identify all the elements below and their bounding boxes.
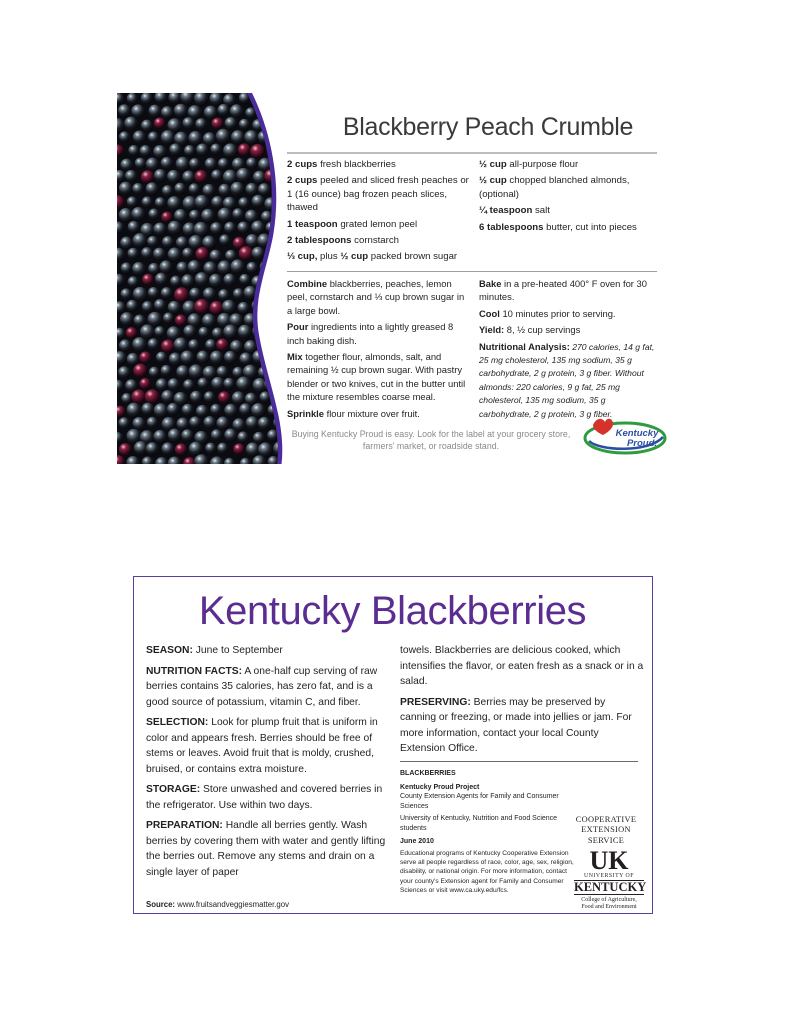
drupelet bbox=[121, 288, 132, 299]
drupelet bbox=[231, 130, 245, 144]
uk-kentucky: KENTUCKY bbox=[574, 880, 647, 894]
drupelet bbox=[194, 222, 209, 237]
drupelet bbox=[127, 93, 138, 104]
credits-agents: County Extension Agents for Family and Consumer Sciences bbox=[400, 793, 559, 810]
drupelet bbox=[121, 262, 132, 273]
source-line: Source: www.fruitsandveggiesmatter.gov bbox=[146, 900, 290, 909]
drupelet bbox=[210, 351, 224, 365]
drupelet bbox=[211, 196, 224, 209]
ingredients-left bbox=[287, 158, 472, 267]
drupelet bbox=[209, 274, 223, 288]
drupelet bbox=[230, 182, 244, 196]
drupelet bbox=[238, 325, 252, 339]
nutritional-analysis: Nutritional Analysis: 270 calories, 14 g fat, 25 mg cholesterol, 135 mg sodium, 35 g carbohydrate, 2 g protein, 3 g fiber. Without almonds: 220 calories, 9 g fat, 25 mg cholesterol, 135 mg sodium, 35 g carbohydrate, 2 g protein, 3 g fiber. bbox=[479, 340, 655, 419]
drupelet bbox=[174, 104, 188, 118]
drupelet bbox=[161, 130, 176, 145]
drupelet bbox=[168, 428, 182, 442]
info-preserving: PRESERVING: Berries may be preserved by canning or freezing, or made into jellies or jam. For more information, contact your local County Extension Office. bbox=[400, 696, 632, 754]
drupelet bbox=[225, 117, 238, 130]
ingredient-item: 2 tablespoons cornstarch bbox=[287, 235, 399, 247]
steps-left bbox=[287, 277, 469, 423]
drupelet bbox=[245, 183, 258, 196]
drupelet bbox=[195, 118, 207, 130]
drupelet bbox=[133, 364, 147, 378]
drupelet bbox=[246, 234, 260, 248]
drupelet bbox=[182, 404, 194, 416]
drupelet bbox=[195, 272, 209, 286]
drupelet bbox=[148, 105, 161, 118]
drupelet bbox=[239, 403, 251, 415]
drupelet bbox=[251, 220, 265, 234]
logo-text-proud: Proud. bbox=[626, 438, 658, 449]
drupelet bbox=[161, 339, 174, 352]
drupelet bbox=[167, 170, 180, 183]
step-item: Cool 10 minutes prior to serving. bbox=[479, 307, 616, 319]
info-nutrition-facts: NUTRITION FACTS: A one-half cup serving of raw berries contains 35 calories, has zero fat, and is a good source of potassium, vitamin C, and fiber. bbox=[146, 665, 378, 708]
drupelet bbox=[148, 208, 159, 219]
drupelet bbox=[218, 158, 229, 169]
drupelet bbox=[148, 132, 159, 143]
drupelet bbox=[210, 301, 224, 315]
drupelet bbox=[218, 289, 229, 300]
drupelet bbox=[223, 378, 235, 390]
drupelet bbox=[239, 352, 252, 365]
drupelet bbox=[205, 158, 217, 170]
drupelet bbox=[216, 417, 229, 430]
info-season: SEASON: June to September bbox=[146, 645, 283, 656]
drupelet bbox=[169, 143, 181, 155]
drupelet bbox=[141, 403, 154, 416]
credits-heading: BLACKBERRIES bbox=[400, 770, 456, 777]
drupelet bbox=[128, 276, 139, 287]
drupelet bbox=[189, 416, 201, 428]
ingredient-item: ¼ teaspoon salt bbox=[479, 205, 550, 217]
drupelet bbox=[204, 106, 218, 120]
drupelet bbox=[141, 170, 154, 183]
drupelet bbox=[168, 378, 180, 390]
logo-text-kentucky: Kentucky bbox=[615, 428, 659, 439]
drupelet bbox=[153, 222, 166, 235]
drupelet bbox=[168, 248, 182, 262]
drupelet bbox=[238, 143, 251, 156]
ces-line: EXTENSION bbox=[581, 825, 631, 835]
drupelet bbox=[154, 299, 166, 311]
drupelet bbox=[119, 131, 130, 142]
info-selection: SELECTION: Look for plump fruit that is uniform in color and appears fresh. Berries should be free of stems or leaves. Avoid fruit that is moldy, crushed, bruised, or contains extra moisture. bbox=[146, 717, 378, 775]
drupelet bbox=[237, 431, 248, 442]
drupelet bbox=[246, 442, 260, 456]
drupelet bbox=[161, 106, 174, 119]
drupelet bbox=[146, 157, 159, 170]
title-divider bbox=[287, 152, 657, 154]
drupelet bbox=[189, 288, 201, 300]
drupelet bbox=[148, 263, 160, 275]
step-item: Sprinkle flour mixture over fruit. bbox=[287, 407, 420, 419]
drupelet bbox=[258, 183, 271, 196]
drupelet bbox=[153, 248, 166, 261]
drupelet bbox=[126, 327, 137, 338]
drupelet bbox=[236, 376, 251, 391]
kentucky-proud-promo: Buying Kentucky Proud is easy. Look for the label at your grocery store, farmers' market, or roadside stand. bbox=[291, 429, 571, 452]
drupelet bbox=[147, 417, 158, 428]
drupelet bbox=[155, 197, 166, 208]
drupelet bbox=[188, 339, 200, 351]
info-preparation: PREPARATION: Handle all berries gently. Wash berries by covering them with water and gently lifting the berries out. Remove any stems and drain on a single layer of paper bbox=[146, 820, 386, 878]
drupelet bbox=[154, 169, 167, 182]
info-left-column bbox=[146, 643, 392, 885]
drupelet bbox=[252, 247, 265, 260]
drupelet bbox=[153, 145, 166, 158]
drupelet bbox=[231, 259, 245, 273]
drupelet bbox=[237, 221, 249, 233]
step-item: Bake in a pre-heated 400° F oven for 30 minutes. bbox=[479, 278, 647, 303]
info-card bbox=[133, 576, 653, 914]
drupelet bbox=[118, 417, 130, 429]
drupelet bbox=[134, 441, 148, 455]
drupelet bbox=[188, 131, 202, 145]
drupelet bbox=[195, 195, 210, 210]
drupelet bbox=[161, 365, 172, 376]
drupelet bbox=[170, 276, 181, 287]
drupelet bbox=[161, 287, 173, 299]
drupelet bbox=[139, 378, 150, 389]
drupelet bbox=[181, 429, 193, 441]
drupelet bbox=[168, 221, 182, 235]
drupelet bbox=[205, 443, 216, 454]
ingredient-item: 6 tablespoons butter, cut into pieces bbox=[479, 221, 637, 233]
drupelet bbox=[167, 403, 179, 415]
drupelet bbox=[216, 129, 231, 144]
drupelet bbox=[169, 352, 182, 365]
drupelet bbox=[246, 416, 259, 429]
drupelet bbox=[196, 143, 209, 156]
drupelet bbox=[118, 104, 131, 117]
drupelet bbox=[197, 351, 210, 364]
ingredient-item: ⅓ cup, plus ½ cup packed brown sugar bbox=[287, 251, 458, 263]
drupelet bbox=[250, 144, 264, 158]
drupelet bbox=[128, 221, 140, 233]
drupelet bbox=[196, 247, 209, 260]
drupelet bbox=[203, 261, 217, 275]
drupelet bbox=[142, 301, 154, 313]
drupelet bbox=[222, 300, 236, 314]
drupelet bbox=[184, 145, 195, 156]
drupelet bbox=[163, 313, 174, 324]
drupelet bbox=[217, 366, 229, 378]
drupelet bbox=[182, 117, 194, 129]
drupelet bbox=[224, 222, 236, 234]
recipe-title: Blackberry Peach Crumble bbox=[342, 113, 634, 141]
drupelet bbox=[183, 379, 194, 390]
drupelet bbox=[154, 403, 169, 418]
recipe-card bbox=[117, 93, 675, 464]
drupelet bbox=[180, 350, 194, 364]
drupelet bbox=[174, 337, 188, 351]
drupelet bbox=[148, 338, 160, 350]
drupelet bbox=[210, 404, 221, 415]
drupelet bbox=[133, 233, 148, 248]
drupelet bbox=[119, 208, 133, 222]
drupelet bbox=[246, 157, 257, 168]
drupelet bbox=[146, 442, 159, 455]
drupelet bbox=[128, 145, 139, 156]
drupelet bbox=[212, 327, 224, 339]
info-preparation-cont: towels. Blackberries are delicious cooked, which intensifies the flavor, or eaten fresh as a snack or in a salad. bbox=[400, 645, 644, 687]
uk-logo bbox=[574, 846, 647, 911]
drupelet bbox=[223, 325, 238, 340]
uk-college-line: Food and Environment bbox=[581, 904, 637, 911]
drupelet bbox=[202, 314, 216, 328]
drupelet bbox=[127, 403, 142, 418]
drupelet bbox=[218, 208, 233, 223]
drupelet bbox=[211, 170, 222, 181]
drupelet bbox=[133, 131, 146, 144]
drupelet bbox=[253, 171, 266, 184]
drupelet bbox=[211, 429, 223, 441]
drupelet bbox=[176, 417, 189, 430]
drupelet bbox=[182, 171, 195, 184]
ces-line: SERVICE bbox=[587, 835, 625, 845]
drupelet bbox=[258, 417, 271, 430]
drupelet bbox=[156, 352, 167, 363]
drupelet bbox=[194, 299, 209, 314]
drupelet bbox=[233, 288, 244, 299]
drupelet bbox=[119, 443, 132, 456]
drupelet bbox=[131, 389, 145, 403]
drupelet bbox=[232, 208, 244, 220]
drupelet bbox=[176, 365, 189, 378]
drupelet bbox=[162, 236, 174, 248]
drupelet bbox=[134, 315, 146, 327]
drupelet bbox=[238, 302, 250, 314]
step-item: Mix together flour, almonds, salt, and remaining ½ cup brown sugar. With pastry blender or two knives, cut in the butter until the mixture resembles coarse meal. bbox=[287, 351, 466, 403]
credits-university: University of Kentucky, Nutrition and Food Science students bbox=[400, 815, 558, 832]
ingredient-item: 2 cups fresh blackberries bbox=[287, 159, 396, 170]
ingredient-item: ½ cup all-purpose flour bbox=[479, 159, 579, 170]
extension-disclaimer: Educational programs of Kentucky Cooperative Extension serve all people regardless of race, color, age, sex, religion, disability, or national origin. For more information, contact your county's Extension agent for Family and Consumer Sciences or visit www.ca.uky.edu/fcs. bbox=[400, 850, 574, 894]
step-item: Pour ingredients into a lightly greased 8 inch baking dish. bbox=[287, 321, 454, 346]
drupelet bbox=[118, 366, 130, 378]
drupelet bbox=[127, 353, 140, 366]
drupelet bbox=[203, 287, 216, 300]
drupelet bbox=[176, 157, 190, 171]
drupelet bbox=[142, 196, 153, 207]
drupelet bbox=[139, 351, 151, 363]
credits-divider bbox=[400, 761, 638, 762]
cooperative-extension-service bbox=[564, 815, 648, 846]
ingredients-right bbox=[479, 158, 659, 237]
section-divider bbox=[287, 271, 657, 272]
uk-college bbox=[574, 897, 644, 911]
drupelet bbox=[195, 170, 208, 183]
drupelet bbox=[132, 262, 146, 276]
drupelet bbox=[232, 391, 246, 405]
drupelet bbox=[126, 300, 138, 312]
step-item: Yield: 8, ½ cup servings bbox=[479, 324, 581, 336]
drupelet bbox=[239, 274, 250, 285]
credits-project: Kentucky Proud Project bbox=[400, 783, 480, 791]
drupelet bbox=[238, 197, 249, 208]
drupelet bbox=[133, 287, 148, 302]
drupelet bbox=[161, 390, 174, 403]
drupelet bbox=[131, 104, 145, 118]
drupelet bbox=[225, 250, 237, 262]
drupelet bbox=[190, 391, 202, 403]
drupelet bbox=[217, 443, 228, 454]
drupelet bbox=[174, 209, 187, 222]
drupelet bbox=[121, 393, 132, 404]
drupelet bbox=[145, 389, 160, 404]
drupelet bbox=[217, 260, 231, 274]
drupelet bbox=[140, 324, 155, 339]
drupelet bbox=[211, 377, 224, 390]
kentucky-proud-logo bbox=[579, 409, 669, 459]
drupelet bbox=[127, 196, 138, 207]
info-title: Kentucky Blackberries bbox=[198, 589, 587, 633]
drupelet bbox=[189, 158, 201, 170]
blackberry-photo bbox=[117, 93, 287, 464]
drupelet bbox=[140, 145, 152, 157]
drupelet bbox=[119, 182, 133, 196]
drupelet bbox=[127, 248, 139, 260]
uk-mark: UK bbox=[589, 846, 629, 875]
ingredient-item: ½ cup chopped blanched almonds, (optional) bbox=[479, 175, 630, 200]
drupelet bbox=[119, 339, 131, 351]
drupelet bbox=[132, 183, 143, 194]
drupelet bbox=[120, 312, 134, 326]
drupelet bbox=[209, 250, 221, 262]
drupelet bbox=[205, 339, 216, 350]
drupelet bbox=[224, 429, 237, 442]
drupelet bbox=[189, 364, 204, 379]
drupelet bbox=[177, 262, 189, 274]
drupelet bbox=[218, 104, 230, 116]
drupelet bbox=[135, 158, 146, 169]
drupelet bbox=[224, 351, 237, 364]
drupelet bbox=[154, 117, 165, 128]
drupelet bbox=[161, 157, 173, 169]
drupelet bbox=[161, 211, 172, 222]
uk-college-line: College of Agriculture, bbox=[581, 897, 637, 903]
drupelet bbox=[210, 222, 223, 235]
drupelet bbox=[251, 403, 265, 417]
drupelet bbox=[167, 196, 181, 210]
drupelet bbox=[223, 143, 238, 158]
drupelet bbox=[244, 130, 259, 145]
credits-date: June 2010 bbox=[400, 837, 434, 845]
drupelet bbox=[147, 236, 158, 247]
drupelet bbox=[156, 378, 168, 390]
drupelet bbox=[124, 117, 138, 131]
credits-block bbox=[400, 769, 580, 846]
drupelet bbox=[174, 183, 186, 195]
drupelet bbox=[201, 209, 215, 223]
drupelet bbox=[155, 273, 168, 286]
info-storage: STORAGE: Store unwashed and covered berries in the refrigerator. Use within two days. bbox=[146, 784, 383, 811]
drupelet bbox=[181, 274, 194, 287]
drupelet bbox=[148, 312, 163, 327]
drupelet bbox=[168, 301, 181, 314]
drupelet bbox=[189, 183, 200, 194]
drupelet bbox=[175, 443, 187, 455]
drupelet bbox=[246, 262, 257, 273]
drupelet bbox=[224, 404, 237, 417]
drupelet bbox=[258, 442, 273, 457]
drupelet bbox=[233, 443, 244, 454]
drupelet bbox=[182, 248, 193, 259]
drupelet bbox=[149, 367, 160, 378]
drupelet bbox=[153, 430, 166, 443]
ingredient-item: 1 teaspoon grated lemon peel bbox=[287, 218, 418, 230]
drupelet bbox=[189, 210, 200, 221]
drupelet bbox=[132, 417, 145, 430]
drupelet bbox=[188, 260, 202, 274]
drupelet bbox=[210, 143, 221, 154]
drupelet bbox=[148, 287, 159, 298]
drupelet bbox=[212, 118, 224, 130]
drupelet bbox=[162, 442, 175, 455]
drupelet bbox=[154, 326, 165, 337]
drupelet bbox=[131, 207, 145, 221]
drupelet bbox=[159, 260, 172, 273]
drupelet bbox=[203, 184, 216, 197]
drupelet bbox=[232, 367, 243, 378]
drupelet bbox=[203, 366, 217, 380]
ingredient-item: 2 cups peeled and sliced fresh peaches or 1 (16 ounce) bag frozen peach slices, thawed bbox=[287, 175, 469, 214]
drupelet bbox=[142, 274, 153, 285]
steps-right bbox=[479, 277, 657, 423]
drupelet bbox=[204, 391, 215, 402]
uk-university-of: UNIVERSITY OF bbox=[584, 873, 634, 879]
drupelet bbox=[162, 185, 173, 196]
drupelet bbox=[232, 418, 245, 431]
ces-line: COOPERATIVE bbox=[575, 815, 637, 824]
drupelet bbox=[218, 184, 230, 196]
drupelet bbox=[203, 416, 216, 429]
drupelet bbox=[174, 287, 189, 302]
drupelet bbox=[175, 315, 186, 326]
drupelet bbox=[125, 170, 137, 182]
drupelet bbox=[120, 237, 133, 250]
drupelet bbox=[236, 168, 250, 182]
drupelet bbox=[120, 159, 133, 172]
drupelet bbox=[216, 338, 228, 350]
drupelet bbox=[183, 325, 196, 338]
drupelet bbox=[218, 391, 230, 403]
drupelet bbox=[146, 182, 159, 195]
drupelet bbox=[252, 195, 265, 208]
drupelet bbox=[230, 104, 244, 118]
drupelet bbox=[196, 405, 209, 418]
drupelet bbox=[198, 378, 209, 389]
drupelet bbox=[189, 442, 203, 456]
drupelet bbox=[253, 432, 265, 444]
drupelet bbox=[219, 234, 230, 245]
drupelet bbox=[239, 119, 250, 130]
step-item: Combine blackberries, peaches, lemon peel, cornstarch and ⅓ cup brown sugar in a large bowl. bbox=[287, 278, 465, 316]
drupelet bbox=[176, 236, 188, 248]
drupelet bbox=[245, 393, 257, 405]
drupelet bbox=[239, 246, 253, 260]
drupelet bbox=[141, 120, 153, 132]
drupelet bbox=[198, 327, 209, 338]
drupelet bbox=[132, 337, 147, 352]
drupelet bbox=[141, 247, 153, 259]
drupelet bbox=[223, 273, 235, 285]
info-right-column bbox=[400, 643, 644, 762]
